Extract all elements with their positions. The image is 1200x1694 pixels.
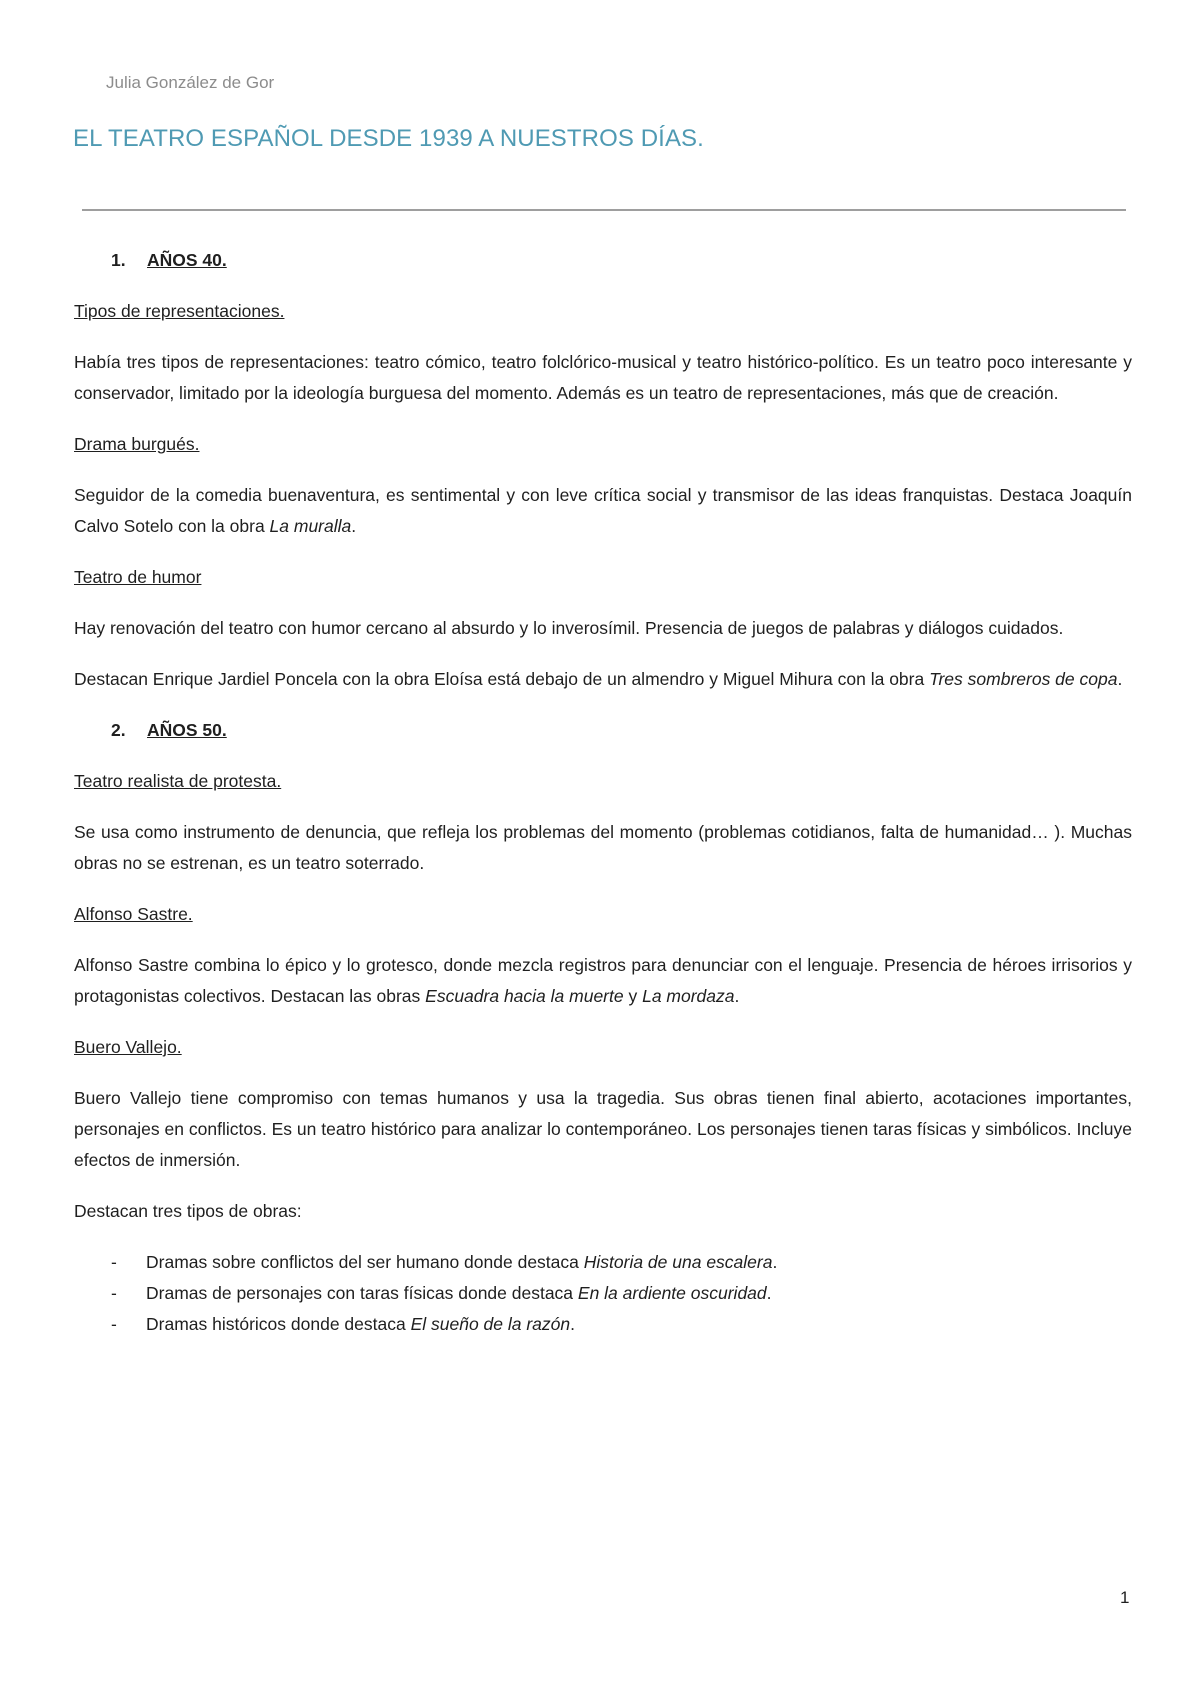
subsection-title: Buero Vallejo. [74, 1037, 182, 1057]
subsection-title: Tipos de representaciones. [74, 301, 285, 321]
document-body [74, 245, 1132, 1340]
bullet-text: Dramas sobre conflictos del ser humano donde destaca Historia de una escalera. [146, 1252, 778, 1272]
page-number: 1 [1120, 1588, 1130, 1607]
body-paragraph: Destacan tres tipos de obras: [74, 1201, 302, 1221]
subsection-title: Teatro realista de protesta. [74, 771, 282, 791]
header-author: Julia González de Gor [106, 73, 275, 92]
section-label: AÑOS 50. [147, 720, 227, 740]
section-heading [111, 715, 1132, 746]
section-heading [111, 245, 1132, 276]
subsection-title: Alfonso Sastre. [74, 904, 193, 924]
horizontal-rule [82, 209, 1126, 211]
document-title: EL TEATRO ESPAÑOL DESDE 1939 A NUESTROS DÍAS. [73, 125, 704, 152]
section-label: AÑOS 40. [147, 250, 227, 270]
body-paragraph: Se usa como instrumento de denuncia, que refleja los problemas del momento (problemas cotidianos, falta de humanidad… ). Muchas obras no se estrenan, es un teatro soterrado. [74, 822, 1132, 873]
section-number: 1. [111, 250, 126, 270]
bullet-item [74, 1247, 1132, 1278]
bullet-list [74, 1247, 1132, 1340]
section-number: 2. [111, 720, 126, 740]
body-paragraph: Había tres tipos de representaciones: teatro cómico, teatro folclórico-musical y teatro histórico-político. Es un teatro poco interesante y conservador, limitado por la ideología burguesa del momento. Además es un teatro de representaciones, más que de creación. [74, 352, 1132, 403]
body-paragraph: Destacan Enrique Jardiel Poncela con la obra Eloísa está debajo de un almendro y Miguel Mihura con la obra Tres sombreros de copa. [74, 669, 1123, 689]
bullet-text: Dramas de personajes con taras físicas donde destaca En la ardiente oscuridad. [146, 1283, 772, 1303]
bullet-item [74, 1278, 1132, 1309]
bullet-text: Dramas históricos donde destaca El sueño de la razón. [146, 1314, 576, 1334]
body-paragraph: Hay renovación del teatro con humor cercano al absurdo y lo inverosímil. Presencia de juegos de palabras y diálogos cuidados. [74, 618, 1064, 638]
bullet-marker: - [111, 1252, 117, 1272]
body-paragraph: Alfonso Sastre combina lo épico y lo grotesco, donde mezcla registros para denunciar con el lenguaje. Presencia de héroes irrisorios y protagonistas colectivos. Destacan las obras Escuadra hacia la muerte y La mordaza. [74, 955, 1132, 1006]
body-paragraph: Buero Vallejo tiene compromiso con temas humanos y usa la tragedia. Sus obras tienen final abierto, acotaciones importantes, personajes en conflictos. Es un teatro histórico para analizar lo contemporáneo. Los personajes tienen taras físicas y simbólicos. Incluye efectos de inmersión. [74, 1088, 1132, 1170]
bullet-marker: - [111, 1283, 117, 1303]
body-paragraph: Seguidor de la comedia buenaventura, es sentimental y con leve crítica social y transmisor de las ideas franquistas. Destaca Joaquín Calvo Sotelo con la obra La muralla. [74, 485, 1132, 536]
subsection-title: Drama burgués. [74, 434, 200, 454]
subsection-title: Teatro de humor [74, 567, 202, 587]
bullet-item [74, 1309, 1132, 1340]
bullet-marker: - [111, 1314, 117, 1334]
